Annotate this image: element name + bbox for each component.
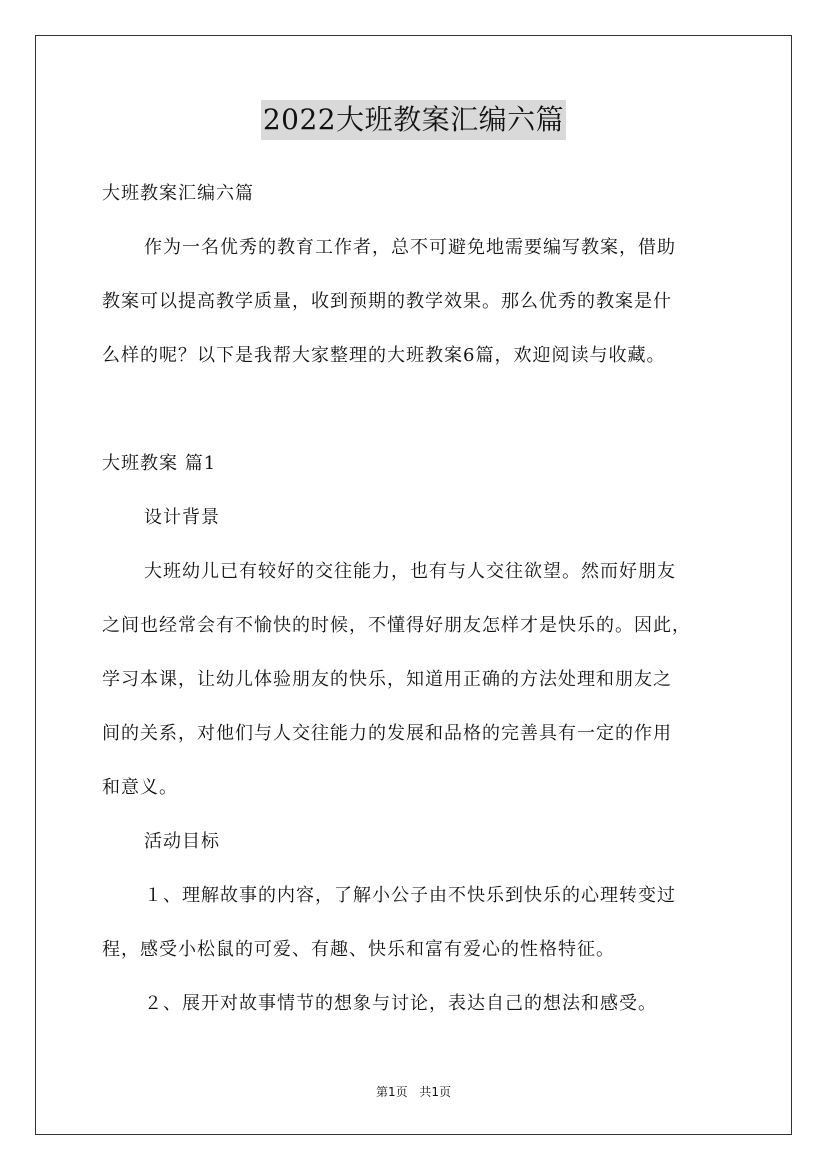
background-line-1: 大班幼儿已有较好的交往能力，也有与人交往欲望。然而好朋友	[144, 561, 676, 582]
intro-line-3: 么样的呢？以下是我帮大家整理的大班教案6篇，欢迎阅读与收藏。	[102, 345, 666, 366]
background-heading: 设计背景	[144, 507, 220, 528]
section-heading: 大班教案 篇1	[102, 453, 217, 474]
goals-heading: 活动目标	[144, 831, 220, 852]
background-line-2: 之间也经常会有不愉快的时候，不懂得好朋友怎样才是快乐的。因此，	[102, 615, 691, 636]
background-line-4: 间的关系，对他们与人交往能力的发展和品格的完善具有一定的作用	[102, 723, 672, 744]
intro-line-2: 教案可以提高教学质量，收到预期的教学效果。那么优秀的教案是什	[102, 291, 672, 312]
goal-line-3: ２、展开对故事情节的想象与讨论，表达自己的想法和感受。	[144, 993, 657, 1014]
document-subtitle: 大班教案汇编六篇	[102, 183, 254, 204]
background-line-5: 和意义。	[102, 777, 178, 798]
goal-line-2: 程，感受小松鼠的可爱、有趣、快乐和富有爱心的性格特征。	[102, 939, 615, 960]
goal-line-1: １、理解故事的内容，了解小公子由不快乐到快乐的心理转变过	[144, 885, 676, 906]
page-number: 第1页	[375, 1085, 408, 1099]
title-container	[0, 100, 827, 140]
intro-line-1: 作为一名优秀的教育工作者，总不可避免地需要编写教案，借助	[144, 237, 676, 258]
page-footer	[0, 1083, 827, 1100]
document-title: 2022大班教案汇编六篇	[261, 100, 566, 140]
page-total: 共1页	[419, 1085, 452, 1099]
background-line-3: 学习本课，让幼儿体验朋友的快乐，知道用正确的方法处理和朋友之	[102, 669, 672, 690]
